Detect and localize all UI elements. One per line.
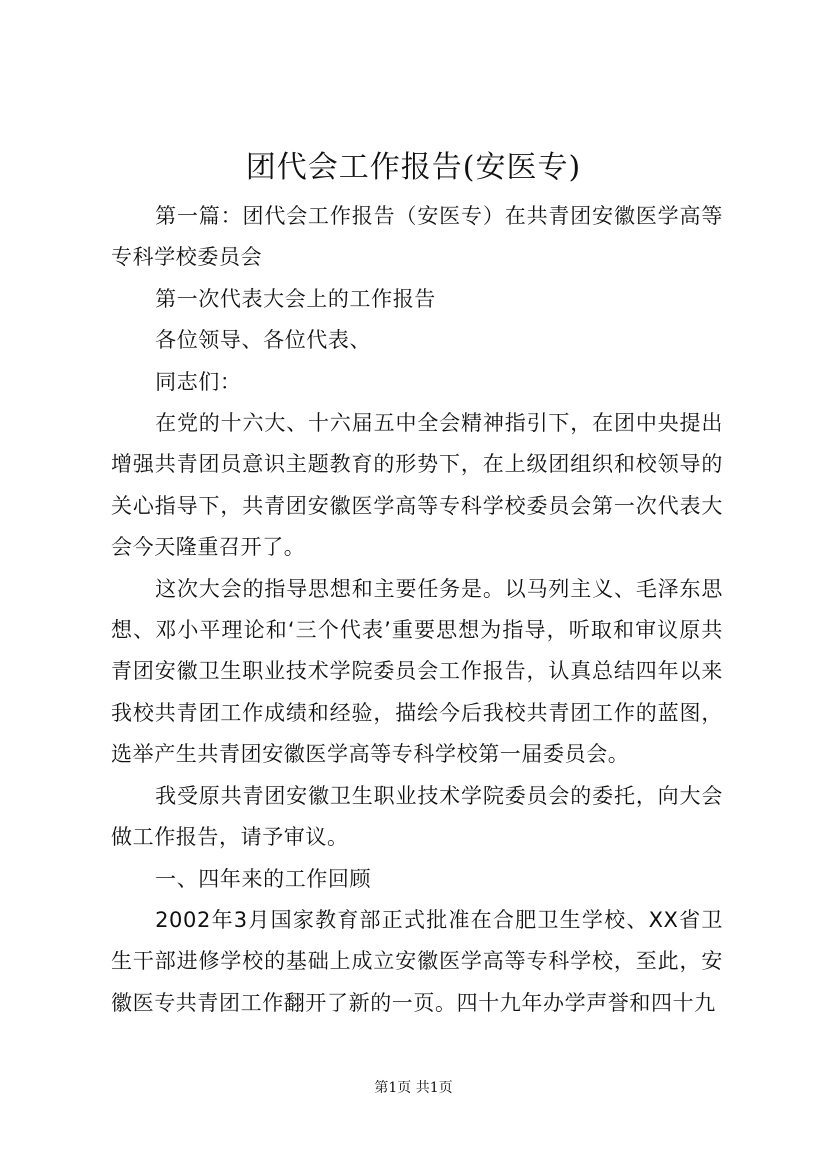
paragraph: 第一篇：团代会工作报告（安医专）在共青团安徽医学高等专科学校委员会 (111, 204, 723, 270)
paragraph: 各位领导、各位代表、 (155, 328, 372, 353)
paragraph: 同志们： (155, 369, 242, 394)
document-body (111, 196, 723, 1024)
paragraph: 第一次代表大会上的工作报告 (155, 286, 436, 311)
document-title: 团代会工作报告(安医专) (245, 150, 582, 185)
section-heading: 一、四年来的工作回顾 (155, 866, 372, 891)
paragraph: 2002年3月国家教育部正式批准在合肥卫生学校、XX省卫生干部进修学校的基础上成立安徽医学高等专科学校，至此，安徽医专共青团工作翻开了新的一页。四十九年办学声誉和四十九 (111, 907, 723, 1015)
paragraph: 我受原共青团安徽卫生职业技术学院委员会的委托，向大会做工作报告，请予审议。 (111, 783, 723, 850)
paragraph: 这次大会的指导思想和主要任务是。以马列主义、毛泽东思想、邓小平理论和‘三个代表’重要思想为指导，听取和审议原共青团安徽卫生职业技术学院委员会工作报告，认真总结四年以来我校共青团工作成绩和经验，描绘今后我校共青团工作的蓝图，选举产生共青团安徽医学高等专科学校第一届委员会。 (111, 576, 723, 767)
paragraph: 在党的十六大、十六届五中全会精神指引下，在团中央提出增强共青团员意识主题教育的形势下，在上级团组织和校领导的关心指导下，共青团安徽医学高等专科学校委员会第一次代表大会今天隆重召开了。 (111, 411, 723, 560)
page-footer: 第1页 共1页 (374, 1080, 453, 1096)
